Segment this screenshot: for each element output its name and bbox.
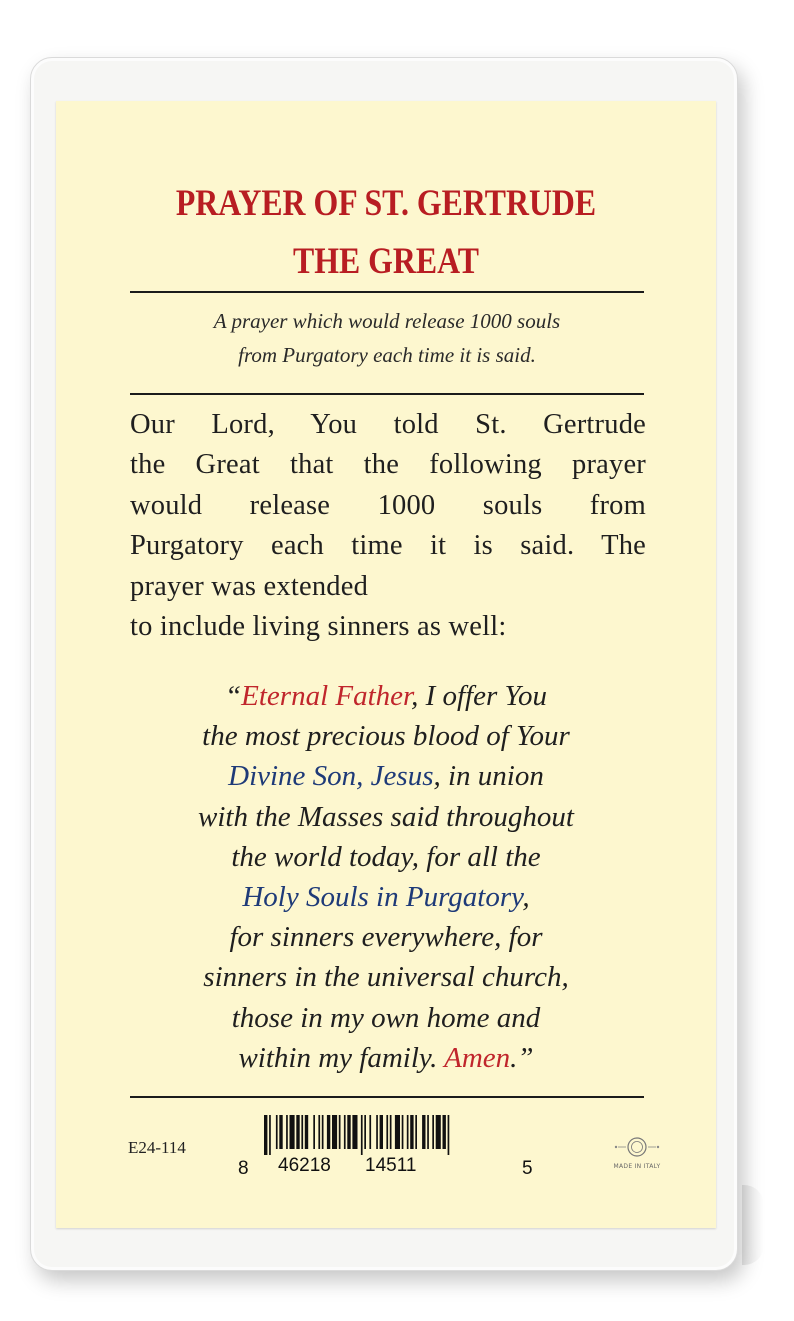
intro-line-6: to include living sinners as well:	[130, 611, 507, 643]
intro-line-3: would release 1000 souls from	[130, 489, 646, 521]
eternal-father-phrase: Eternal Father	[241, 680, 412, 712]
barcode-bar	[290, 1115, 295, 1149]
barcode-bar	[436, 1115, 441, 1149]
barcode-bar	[390, 1115, 392, 1149]
barcode-bar	[286, 1115, 288, 1149]
intro-paragraph	[130, 405, 646, 647]
barcode-bar	[313, 1115, 315, 1149]
prayer-line-6	[96, 877, 676, 917]
divider-top	[130, 291, 644, 293]
logo-caption: MADE IN ITALY	[613, 1163, 661, 1170]
barcode-bar	[279, 1115, 282, 1149]
prayer-line-10	[96, 1038, 676, 1078]
intro-line-2: the Great that the following prayer	[130, 449, 646, 481]
barcode-bar	[410, 1115, 413, 1149]
barcode-bar	[402, 1115, 404, 1149]
barcode-bar	[296, 1115, 299, 1149]
barcode-bar	[443, 1115, 446, 1149]
prayer-line-10-start: within my family.	[238, 1041, 445, 1074]
barcode-bar	[380, 1115, 383, 1149]
barcode-bar	[347, 1115, 350, 1149]
close-quote: .”	[510, 1041, 534, 1074]
barcode-bar	[427, 1115, 429, 1149]
barcode-bar	[395, 1115, 400, 1149]
prayer-line-6-rest: ,	[522, 881, 530, 914]
prayer-line-9: those in my own home and	[231, 1001, 541, 1034]
barcode-bar	[369, 1115, 371, 1149]
barcode-bar	[344, 1115, 346, 1149]
amen-word: Amen	[444, 1041, 511, 1074]
barcode-bar	[364, 1115, 366, 1149]
product-code: E24-114	[128, 1138, 186, 1157]
barcode-group-2: 14511	[365, 1155, 417, 1176]
barcode-bars	[264, 1115, 510, 1155]
barcode-trail-digit: 5	[522, 1158, 533, 1179]
barcode-bar	[276, 1115, 278, 1149]
prayer-line-8: sinners in the universal church,	[203, 961, 569, 994]
barcode	[238, 1115, 542, 1179]
divine-son-phrase: Divine Son, Jesus	[228, 760, 434, 793]
barcode-bar	[339, 1115, 341, 1149]
holy-souls-phrase: Holy Souls in Purgatory	[242, 881, 523, 914]
intro-line-5: prayer was extended	[130, 570, 369, 602]
barcode-bar	[332, 1115, 337, 1149]
barcode-bar	[407, 1115, 409, 1149]
prayer-line-7: for sinners everywhere, for	[229, 921, 543, 954]
subtitle-line-1: A prayer which would release 1000 souls	[213, 309, 561, 333]
barcode-bar	[352, 1115, 357, 1149]
intro-line-1: Our Lord, You told St. Gertrude	[130, 409, 646, 440]
divider-bottom	[130, 1096, 644, 1098]
barcode-bar	[264, 1115, 267, 1155]
prayer-line-1	[96, 676, 676, 716]
subtitle-line-2: from Purgatory each time it is said.	[238, 343, 536, 367]
prayer-line-5: the world today, for all the	[231, 840, 541, 873]
barcode-bar	[305, 1115, 308, 1149]
barcode-bar	[376, 1115, 378, 1149]
prayer-line-2: the most precious blood of Your	[202, 720, 570, 753]
prayer-text	[96, 676, 676, 1078]
barcode-bar	[269, 1115, 271, 1155]
prayer-line-1-rest: , I offer You	[411, 680, 547, 712]
barcode-bar	[361, 1115, 363, 1155]
publisher-logo	[604, 1134, 670, 1174]
divider-middle	[130, 393, 644, 395]
barcode-lead-digit: 8	[238, 1158, 249, 1179]
prayer-line-4: with the Masses said throughout	[198, 800, 574, 833]
barcode-bar	[301, 1115, 303, 1149]
prayer-line-3	[96, 756, 676, 796]
barcode-bar	[432, 1115, 434, 1149]
title-line-1: PRAYER OF ST. GERTRUDE	[175, 183, 597, 224]
barcode-bar	[415, 1115, 417, 1149]
barcode-bar	[322, 1115, 324, 1149]
barcode-bar	[448, 1115, 450, 1155]
sleeve-shadow	[742, 1185, 764, 1265]
barcode-bar	[422, 1115, 425, 1149]
card-subtitle	[130, 304, 644, 372]
barcode-group-1: 46218	[278, 1155, 331, 1176]
prayer-line-3-rest: , in union	[433, 760, 544, 793]
barcode-bar	[327, 1115, 330, 1149]
intro-line-4: Purgatory each time it is said. The	[130, 530, 646, 562]
title-line-2: THE GREAT	[293, 241, 479, 282]
barcode-bar	[386, 1115, 388, 1149]
open-quote: “	[225, 680, 242, 712]
card-title	[102, 175, 670, 291]
barcode-bar	[318, 1115, 320, 1149]
prayer-card	[56, 101, 716, 1228]
